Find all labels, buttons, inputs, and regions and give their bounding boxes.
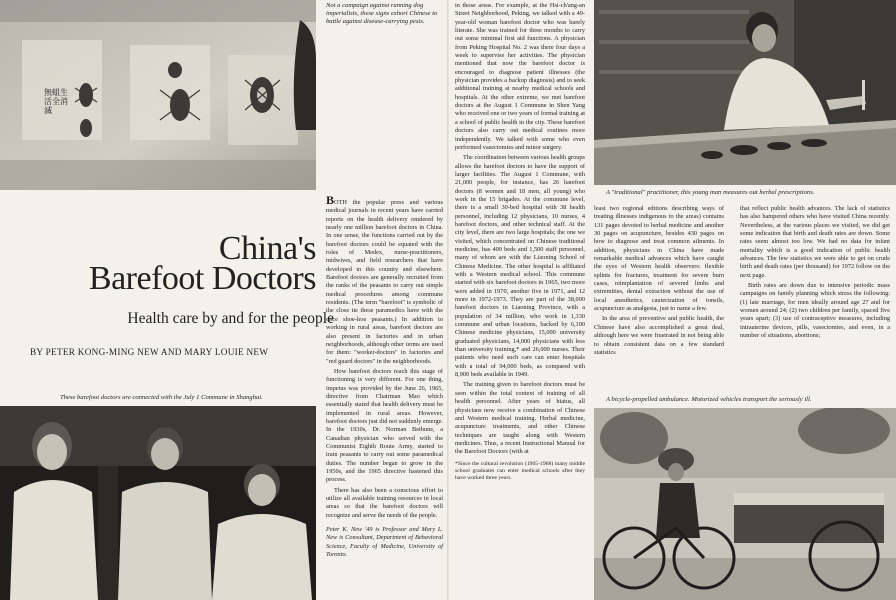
caption-top-right: A "traditional" practitioner, this young man measures out herbal prescriptions.	[606, 189, 815, 196]
column-3-paragraph-1: least two regional editions describing ways of treating illnesses indigenous to the areas) contains 131 pages devoted to herbal medicine and another 30 pages on acupuncture, besides 430 pages on how to diagnose and treat common ailments. In addition, physicians in China have made remarkable medical advances which have caught the eyes of Western health observers: flexible splints for fractures, treatment for severe burn cases, reimplantation of severed limbs and extremities, dental extraction without the use of local anesthetics, cauterization of tonsils, acupuncture as analgesia, just to name a few.	[594, 205, 724, 313]
column-1-paragraph-3: There has also been a conscious effort to utilize all available training resources in local areas so that the barefoot doctors will recognize and serve the needs of the people.	[326, 486, 443, 519]
column-3-paragraph-2: In the area of preventive and public health, the Chinese have also accomplished a great deal, although here we were frustrated in not being able to obtain consistent data on a few standard statistics	[594, 315, 724, 356]
wall-sign-char: 滅	[44, 106, 52, 115]
wall-posters-photo	[0, 0, 316, 190]
drop-cap: B	[326, 193, 335, 207]
text-column-3	[594, 205, 724, 359]
caption-bottom-right: A bicycle-propelled ambulance. Motorized vehicles transport the seriously ill.	[606, 396, 812, 403]
column-2-paragraph-1: in those areas. For example, at the Hsi-ch'ang-an Street Neighborhood, Peking, we talked with a 49-year-old woman barefoot doctor who was barely literate. She was trained for three months to carry out some minimal first aid functions. A physician from Peking Hospital No. 2 was there four days a week to supervise her activities. The physician mentioned that now the barefoot doctor is encouraged to diagnose patient illnesses (the physician provides a backup diagnosis) and to seek additional training at nearby medical schools and hospitals. At the other extreme, we met barefoot doctors at the August 1 Commune in Shen Yang who received one or two years of formal training at a school of public health in the city. These barefoot doctors also carry out medical routines more independently. We talked with some who even performed vasectomies and minor surgery.	[455, 2, 585, 151]
wall-sign-char: 活	[44, 97, 52, 106]
wall-sign-char: 無	[44, 88, 52, 97]
wall-sign-char: 蛆	[52, 88, 60, 97]
caption-bottom-left: These barefoot doctors are connected with the July 1 Commune in Shanghai.	[60, 394, 263, 401]
caption-top-left: Not a campaign against running dog imperialists, these signs exhort Chinese to battle against disease-carrying pests.	[326, 2, 438, 25]
herbalist-photo	[594, 0, 896, 185]
column-1-lead-paragraph	[326, 193, 443, 366]
wall-sign-char: 生	[60, 88, 68, 97]
footnote: *Since the cultural revolution (1965-1968) many middle school graduates can enter medical schools after they have worked three years.	[455, 460, 585, 481]
article-subtitle: Health care by and for the people	[127, 310, 334, 327]
wall-sign-char: 全	[52, 97, 60, 106]
article-title-line1: China's	[218, 230, 316, 267]
text-column-2	[455, 2, 585, 484]
bicycle-ambulance-photo	[594, 408, 896, 600]
column-1-lead-text: OTH the popular press and various medical journals in recent years have carried reports on the health delivery rendered by nearly one million barefoot doctors in China. In one sense, the functions carried out by the barefoot doctors could be equated with the roles of Medex, nurse-practitioners, midwives, and field researchers that have developed in this country and elsewhere. Barefoot doctors are generally recruited from the ranks of the peasants to carry out simple medical procedures among commune residents. (The term "barefoot" is symbolic of the close tie these paramedics have with the once shoe-less peasants.) In addition to working in rural areas, barefoot doctors are also present in factories and in urban neighborhoods, although other terms are used for them: "worker-doctors" in factories and "red guard doctors" in the neighborhoods.	[326, 199, 443, 365]
text-column-4	[740, 205, 890, 343]
text-column-1	[326, 193, 443, 561]
column-4-paragraph-1: that reflect public health advances. The lack of statistics has also hampered others who have visited China recently. Nevertheless, at the various places we visited, we did get some indication that birth and death rates are down. Some rates seem almost too low. We had no data for infant mortality which is a good indication of public health advances. The few statistics we were able to get on crude birth and death rates (per thousand) for 1972 follow on the next page.	[740, 205, 890, 279]
column-1-paragraph-2: How barefoot doctors reach this stage of functioning is very different. For one thing, impetus was provided by the June 26, 1965, directive from Chairman Mao which essentially stated that health delivery must be implemented in rural areas. However, barefoot doctors just did not suddenly emerge. In the 1930s, Dr. Norman Bethune, a Canadian physician who served with the Communist Eighth Route Army, started to train peasants to carry out some paramedical duties. The number began to grow in the 1950s, and the 1965 directive hastened this process.	[326, 367, 443, 484]
article-title-line2: Barefoot Doctors	[88, 260, 316, 297]
column-4-paragraph-2: Birth rates are down due to intensive periodic mass campaigns on family planning which stress the following: (1) late marriage, for men ideally around age 27 and for women around 24; (2) two children per family, spaced five years apart; (3) use of contraceptive measures, including intrauterine devices, pills, vasectomies, and even, in a number of situations, abortions;	[740, 282, 890, 340]
article-byline: BY PETER KONG-MING NEW AND MARY LOUIE NEW	[30, 347, 269, 357]
author-note: Peter K. New '49 is Professor and Mary L. New is Consultant, Department of Behavioral Science, Faculty of Medicine, University of Toronto.	[326, 526, 443, 559]
page-gutter	[447, 0, 449, 600]
column-2-paragraph-2: The coordination between various health groups allows the barefoot doctors to have the support of larger facilities. The August 1 Commune, with 21,000 people, for instance, has 26 barefoot doctors (8 women and 18 men, all young) who work in the 15 brigades. At the commune level, there is a small 30-bed hospital with 38 health personnel, including 12 physicians, 10 nurses, 4 barefoot doctors, and other technical staff. At the city level, there are two large hospitals; the one we visited, which concentrated on Chinese traditional medicine, has 400 beds and 1,500 staff personnel, many of whom are with the Liaoning School of Chinese Medicine. The other hospital is affiliated with a Western medical school. This commune started with six barefoot doctors in 1965, two more were added in 1970, another five in 1971, and 12 more in 1972-1973. They are part of the 38,000 barefoot doctors in Liaoning Province, with a population of 34 million, who work in 1,330 commune and urban locations, backed by 6,100 Chinese medicine physicians, 15,000 university graduated physicians, 14,000 physicians with less than university training,* and 26,000 nurses. Their patients who need such care can enter hospitals with a total of 94,000 beds, as compared with 8,900 beds available in 1949.	[455, 154, 585, 379]
wall-sign-text	[44, 88, 72, 115]
column-2-paragraph-3: The training given to barefoot doctors must be seen within the total context of training of all health personnel. After years of hiatus, all physicians now receive a combination of Chinese and Western medical training. Herbal medicine, acupuncture treatments, and other Chinese techniques are taught along with Western medicines. Thus, a recent Instructional Manual for the Barefoot Doctors (with at	[455, 381, 585, 456]
barefoot-doctors-photo	[0, 406, 316, 600]
wall-sign-char: 消	[60, 97, 68, 106]
